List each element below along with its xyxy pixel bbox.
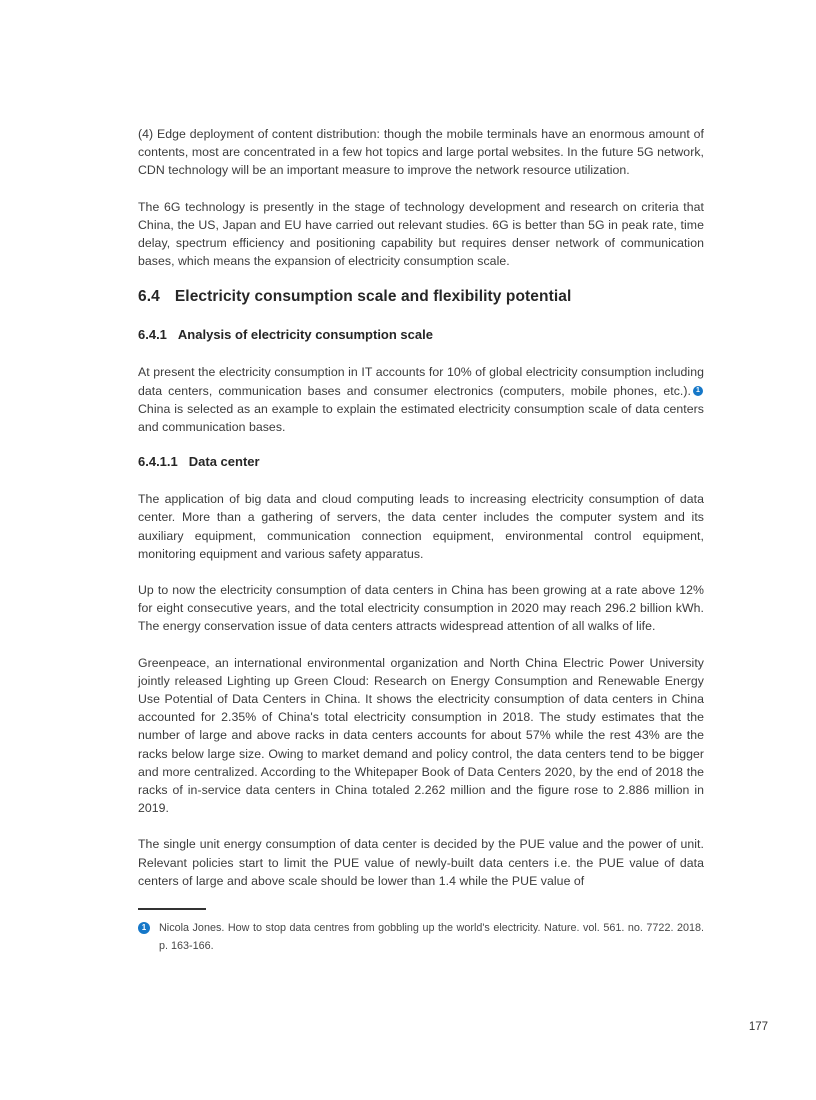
paragraph-it-consumption-continuation: China is selected as an example to explain the estimated electricity consumption scale of data centers and communication bases.: [138, 401, 704, 435]
page-content: [138, 125, 704, 955]
footnote-reference-marker: 1: [693, 386, 703, 396]
subsection-heading-6-4-1: [138, 327, 704, 342]
paragraph-it-consumption-text: At present the electricity consumption in IT accounts for 10% of global electricity consumption including data centers, communication bases and consumer electronics (computers, mobile phones, etc.).: [138, 365, 704, 398]
paragraph-greenpeace: Greenpeace, an international environmental organization and North China Electric Power University jointly released Lighting up Green Cloud: Research on Energy Consumption and Renewable Energy Use Potential of Data Centers in China. It shows the electricity consumption of data centers in China accounted for 2.35% of China's total electricity consumption in 2018. The study estimates that the number of large and above racks in data centers accounts for about 57% while the rest 43% are the racks below large size. Owing to market demand and policy control, the data centers tend to be bigger and more centralized. According to the Whitepaper Book of Data Centers 2020, by the end of 2018 the racks of in-service data centers in China totaled 2.262 million and the figure rose to 2.886 million in 2019.: [138, 655, 704, 816]
section-number: 6.4: [138, 288, 160, 306]
paragraph-6g-technology: The 6G technology is presently in the stage of technology development and research on criteria that China, the US, Japan and EU have carried out relevant studies. 6G is better than 5G in peak rate, time delay, spectrum efficiency and positioning capability but requires denser network of communication bases, which means the expansion of electricity consumption scale.: [138, 199, 704, 269]
footnote-divider: [138, 908, 206, 910]
footnote-marker-icon: 1: [138, 922, 150, 934]
subsection-title: Analysis of electricity consumption scale: [177, 327, 433, 343]
paragraph-growth-rate: Up to now the electricity consumption of data centers in China has been growing at a rate above 12% for eight consecutive years, and the total electricity consumption in 2020 may reach 296.2 billion kWh. The energy conservation issue of data centers attracts widespread attention of all walks of life.: [138, 583, 704, 634]
subsubsection-heading-6-4-1-1: [138, 454, 704, 469]
subsection-number: 6.4.1: [138, 327, 167, 343]
section-title: Electricity consumption scale and flexibility potential: [174, 288, 572, 306]
paragraph-edge-deployment: (4) Edge deployment of content distribution: though the mobile terminals have an enormous amount of contents, most are concentrated in a few hot topics and large portal websites. In the future 5G network, CDN technology will be an important measure to improve the network resource utilization.: [138, 127, 704, 178]
subsubsection-number: 6.4.1.1: [138, 454, 178, 470]
subsubsection-title: Data center: [188, 454, 260, 470]
paragraph-it-consumption: [138, 363, 704, 436]
section-heading-6-4: [138, 288, 704, 306]
paragraph-pue-value: The single unit energy consumption of data center is decided by the PUE value and the power of unit. Relevant policies start to limit the PUE value of newly-built data centers i.e. the PUE value of data centers of large and above scale should be lower than 1.4 while the PUE value of: [138, 837, 704, 888]
paragraph-big-data: The application of big data and cloud computing leads to increasing electricity consumption of data center. More than a gathering of servers, the data center includes the computer system and its auxiliary equipment, communication connection equipment, environmental control equipment, monitoring equipment and various safety apparatus.: [138, 492, 704, 561]
footnote-text: Nicola Jones. How to stop data centres from gobbling up the world's electricity. Nature. vol. 561. no. 7722. 2018. p. 163-166.: [159, 922, 704, 952]
footnote: [138, 920, 704, 955]
page-number: 177: [748, 1021, 768, 1033]
